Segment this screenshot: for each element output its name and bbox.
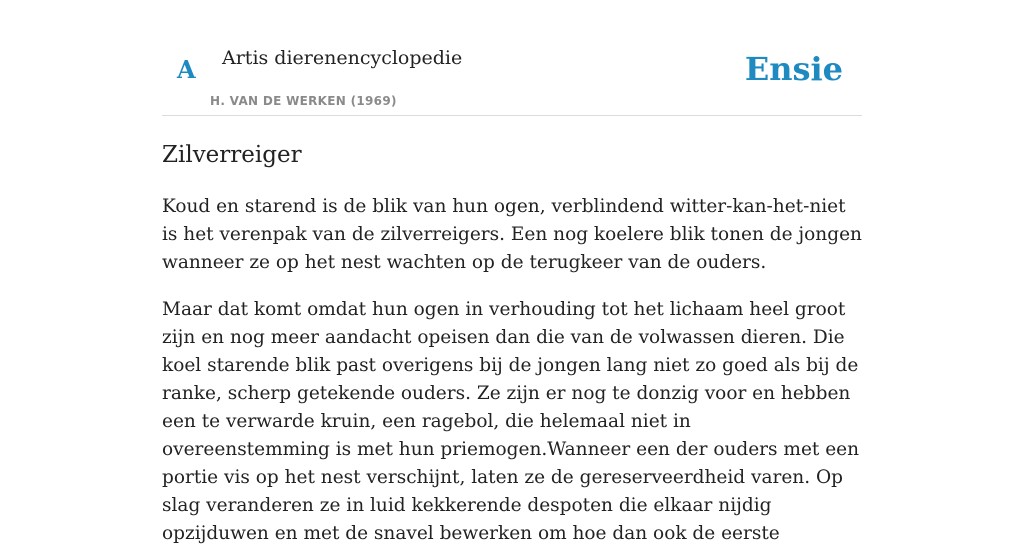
entry-paragraph: Koud en starend is de blik van hun ogen, verblindend witter-kan-het-niet is het verenpak van de zilverreigers. Een nog koelere blik tonen de jongen wanneer ze op het nest wachten op de terugkeer van de ouders. (162, 196, 862, 273)
book-author: H. VAN DE WERKEN (1969) (210, 94, 397, 108)
book-title-link[interactable]: Artis dierenencyclopedie (222, 47, 463, 69)
brand-logo-link[interactable]: Ensie (744, 50, 843, 88)
page-header (162, 0, 862, 116)
entry-paragraph: Maar dat komt omdat hun ogen in verhouding tot het lichaam heel groot zijn en nog meer aandacht opeisen dan die van de volwassen dieren. Die koel starende blik past overigens bij de jongen lang niet zo goed als bij de ranke, scherp getekende ouders. Ze zijn er nog te donzig voor en hebben een te verwarde kruin, een ragebol, die helemaal niet in overeenstemming is met hun priemogen.Wanneer een der ouders met een portie vis op het nest verschijnt, laten ze de gereserveerdheid varen. Op slag veranderen ze in luid kekkerende despoten die elkaar nijdig opzijduwen en met de snavel bewerken om hoe dan ook de eerste (162, 299, 860, 544)
index-letter-link[interactable]: A (177, 55, 196, 84)
page-container (162, 0, 862, 548)
entry-title: Zilverreiger (162, 142, 302, 168)
